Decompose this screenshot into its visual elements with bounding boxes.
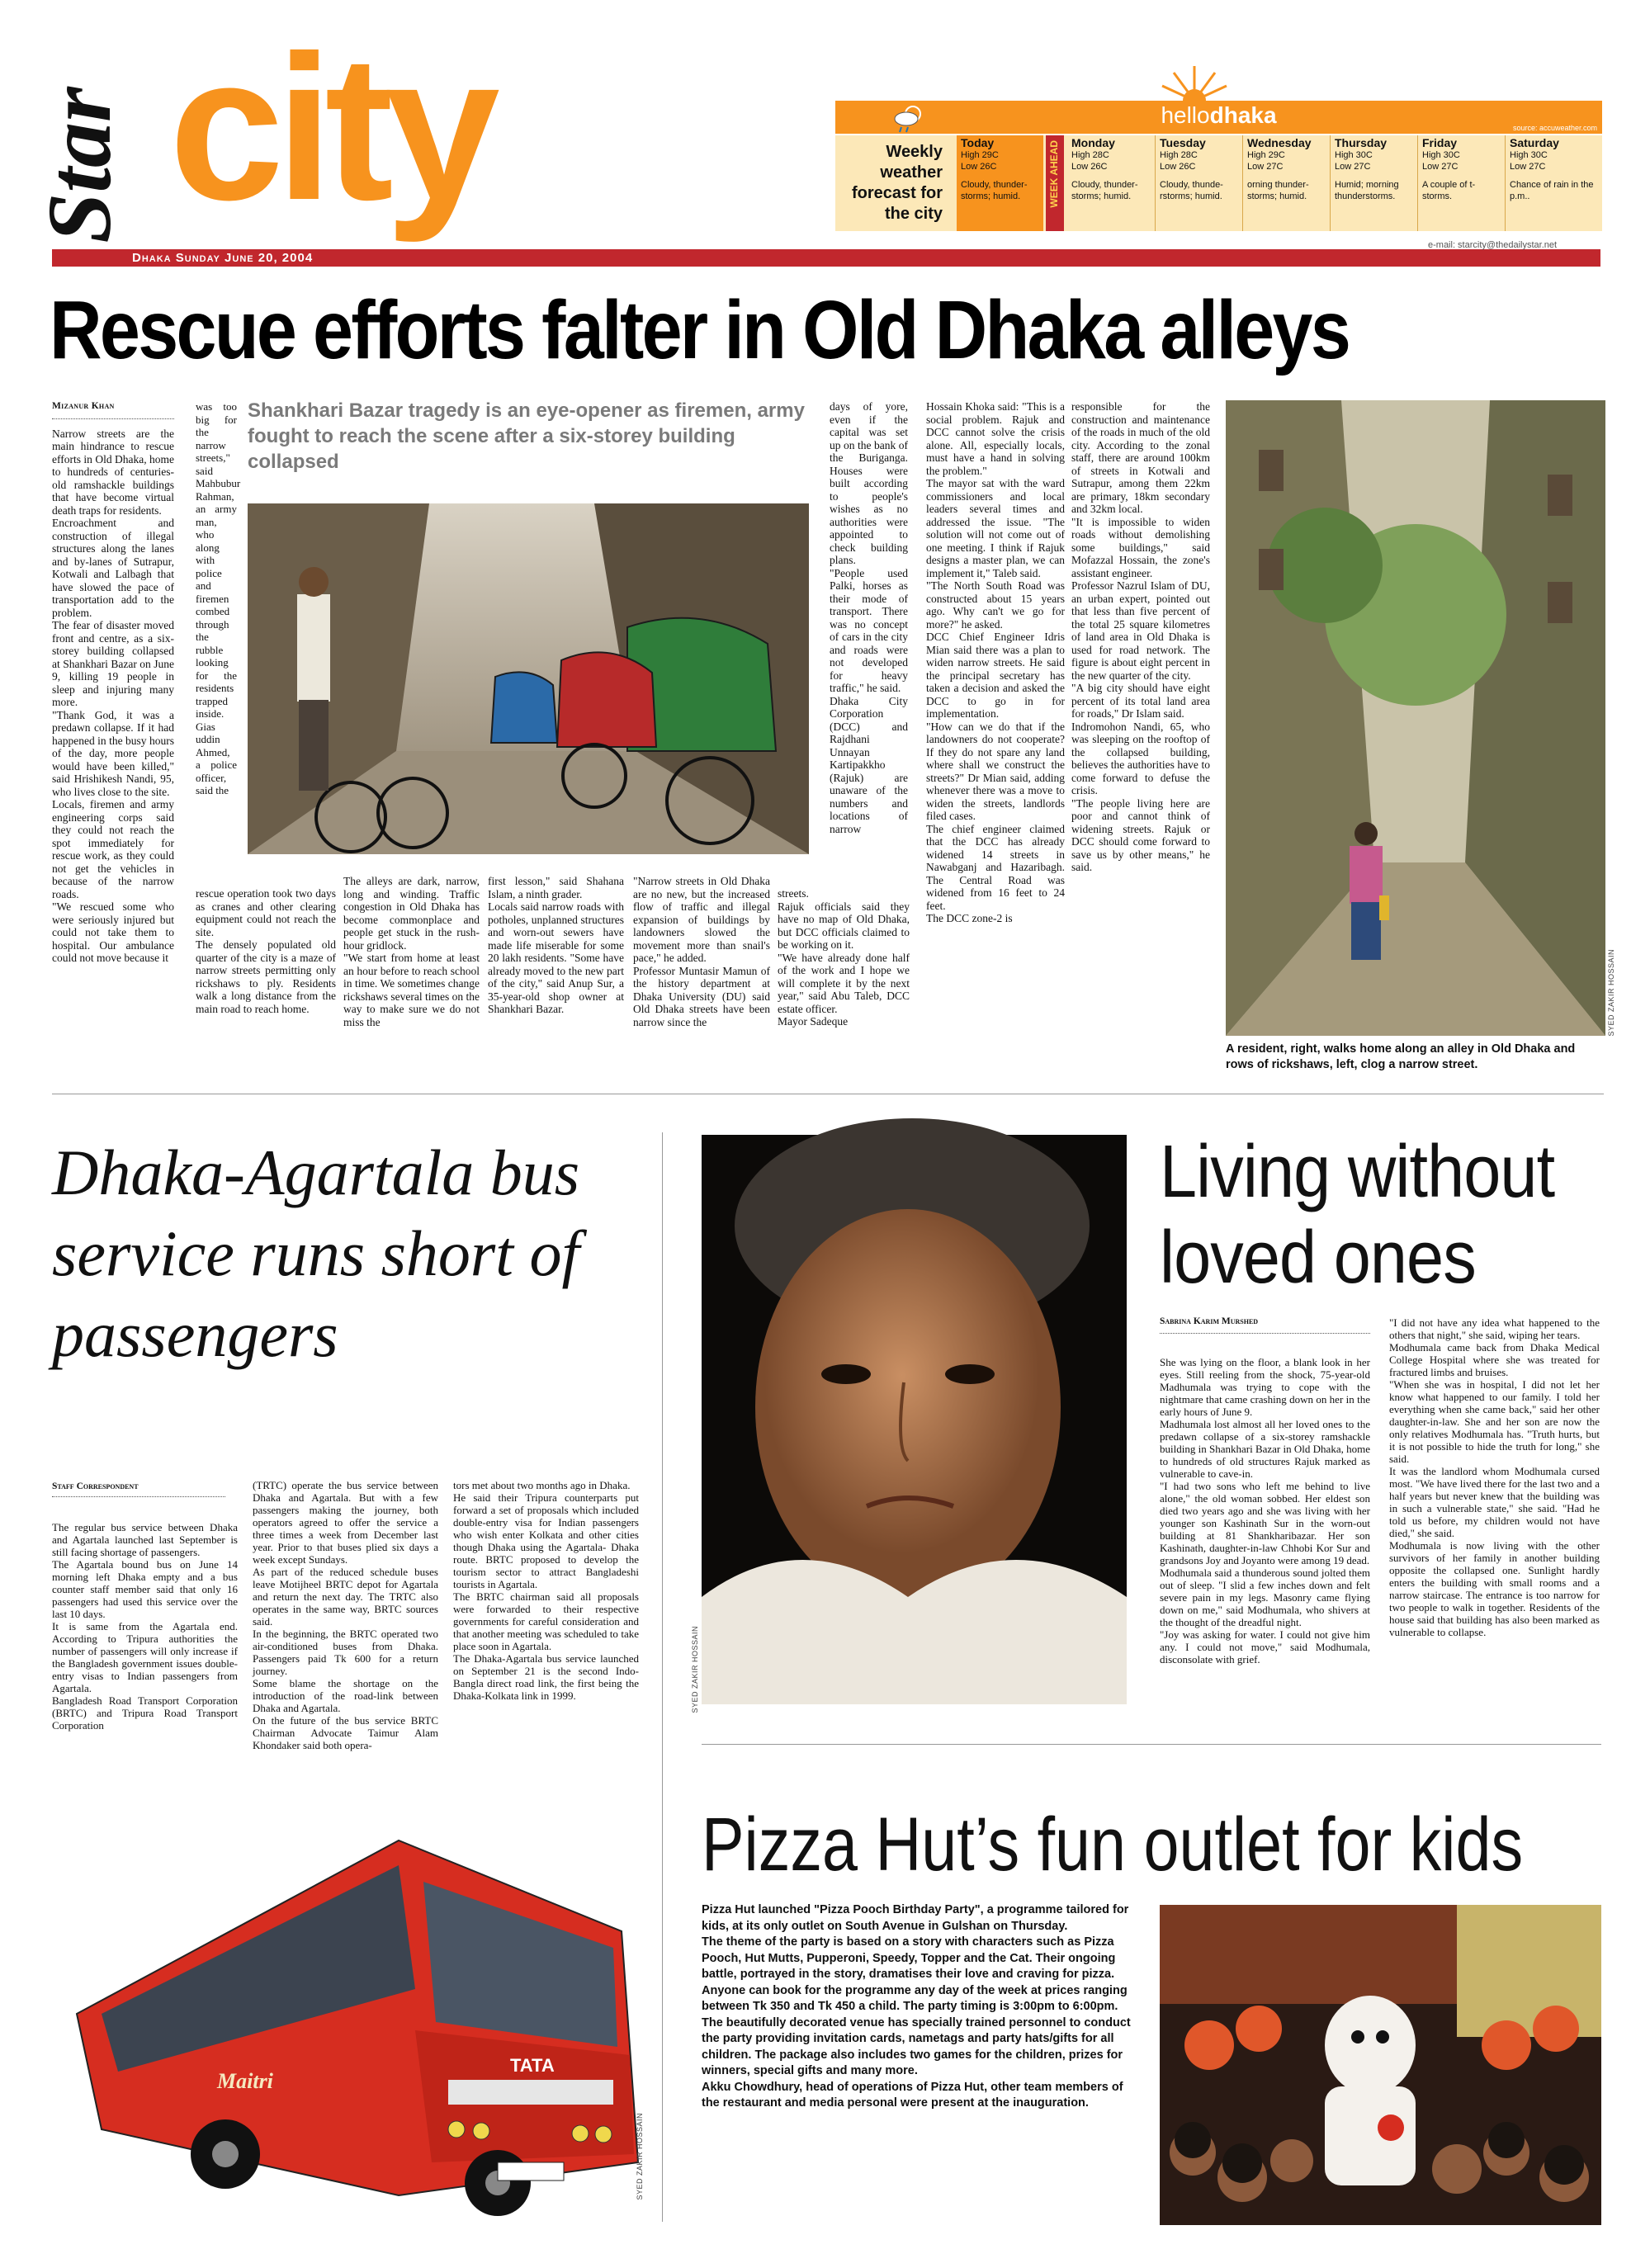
weather-day-monday xyxy=(1067,135,1155,231)
star-logo xyxy=(29,58,172,272)
story3-col1 xyxy=(1160,1356,1370,1707)
story1-col6b-text: streets. Rajuk officials said they have no map of Old Dhaka, but DCC officials claimed to be working on it. "We have already done half of the work and I hope we will complete it by the next year," said Abu Taleb, DCC estate officer. Mayor Sadeque xyxy=(778,887,910,1028)
brand-light: hello xyxy=(1161,102,1210,128)
day-desc: orning thunder-storms; humid. xyxy=(1247,180,1309,201)
story1-col5 xyxy=(633,875,770,1061)
story1-col7 xyxy=(926,400,1065,1065)
bus-name-text: Maitri xyxy=(217,2069,273,2093)
day-high: High 30C xyxy=(1335,150,1373,160)
day-name: Friday xyxy=(1422,136,1458,149)
story1-col5-text: "Narrow streets in Old Dhaka are no new, but the increased flow of traffic and illegal expansion of buildings by landowners slowed the movement more than snail's pace," he added. Professor Muntasir Mamun of the history department at Dhaka University (DU) said Old Dhaka streets have been narrow since the xyxy=(633,875,770,1028)
story2-byline: Staff Correspondent xyxy=(52,1481,225,1497)
city-logo: city xyxy=(169,12,492,243)
story1-col2b xyxy=(196,887,336,1061)
day-high: High 28C xyxy=(1071,150,1109,160)
story3-byline: Sabrina Karim Murshed xyxy=(1160,1316,1370,1334)
story1-col2 xyxy=(196,400,241,883)
story2-col1-text: The regular bus service between Dhaka and Agartala launched last September is still facing shortage of passengers. The Agartala bound bus on June 14 morning left Dhaka empty and a bus counter staff member said that only 16 passengers had used this service over the last 10 days. It is same from the Agartala end. According to Tripura authorities the number of passengers will only increase if the Bangladesh government issues double-entry visas to Indian passengers from Agartala. Bangladesh Road Transport Corporation (BRTC) and Tripura Road Transport Corporation xyxy=(52,1521,238,1732)
rain-cloud-icon xyxy=(891,104,928,134)
pizza-party-photo xyxy=(1160,1905,1601,2225)
day-name: Thursday xyxy=(1335,136,1388,149)
story4-body: Pizza Hut launched "Pizza Pooch Birthday Party", a programme tailored for kids, at its only outlet on South Avenue in Gulshan on Thursday. The theme of the party is based on a story with characters such as Pizza Pooch, Hut Mutts, Pupperoni, Speedy, Topper and the Cat. Their ongoing battle, portrayed in the story, dramatises their love and craving for pizza. Anyone can book for the programme any day of the week at prices ranging between Tk 350 and Tk 450 a child. The party timing is 3:00pm to 6:00pm. The beautifully decorated venue has specially trained personnel to conduct the party providing invitation cards, nametags and party hats/gifts for all children. The package also includes two games for the children, prizes for winners, special gifts and many more. Akku Chowdhury, head of operations of Pizza Hut, other team members of the restaurant and media personal were present at the inauguration. xyxy=(702,1903,1131,2110)
story3-col2 xyxy=(1389,1316,1600,1707)
weather-title: Weekly weather forecast for the city xyxy=(851,143,943,223)
dateline: Dhaka Sunday June 20, 2004 xyxy=(132,251,314,265)
madhumala-portrait-photo xyxy=(702,1135,1127,1704)
day-low: Low 26C xyxy=(1160,162,1196,172)
story2-col2-text: (TRTC) operate the bus service between Dhaka and Agartala. But with a few passengers making the journey, both operators agreed to offer the service a three times a week from December last year. Prior to that buses plied six days a week except Sundays. As part of the reduced schedule buses leave Motijheel BRTC depot for Agartala and return the next day. The TRTC also operates in the same way, BRTC sources said. In the beginning, the BRTC operated two air-conditioned buses from Dhaka. Passengers paid Tk 600 for a return journey. Some blame the shortage on the introduction of the road-link between Dhaka and Agartala. On the future of the bus service BRTC Chairman Advocate Taimur Alam Khondaker said both opera- xyxy=(253,1479,438,1751)
day-low: Low 26C xyxy=(1071,162,1108,172)
story3-col2-text: "I did not have any idea what happened to the others that night," she said, wiping her tears. Modhumala came back from Dhaka Medical College Hospital where she was treated for fractured limbs and bruises. "When she was in hospital, I did not let her know what happened to our family. I told her everything when she came back," said her other daughter-in-law. She and her son are now the only relatives Modhumala has. "Truth hurts, but it is not possible to hide the truth for long," she said. It was the landlord whom Modhumala cursed most. "We have lived there for the last two and a half years but never knew that the building was in such a vulnerable state," she said. "Had he told us before, my children would not have died," she said. Modhumala is now living with the other survivors of her family in another building opposite the collapsed one. Sunlight hardly enters the building with small rooms and a narrow staircase. The entrance is too narrow for two people to walk in together. Residents of the house said that building has also been marked as vulnerable to collapse. xyxy=(1389,1316,1600,1638)
weather-day-tuesday xyxy=(1155,135,1242,231)
story1-headline: Rescue efforts falter in Old Dhaka alleys xyxy=(50,284,1350,376)
bus-photo xyxy=(52,1807,646,2220)
day-name: Monday xyxy=(1071,136,1115,149)
story1-col7-text: Hossain Khoka said: "This is a social problem. Rajuk and DCC cannot solve the crisis alone. All, especially locals, must have a hand in solving the problem." The mayor sat with the ward commissioners and local leaders several times and addressed the issue. "The solution will not come out of one meeting. I think if Rajuk designs a master plan, we can implement it," Taleb said. "The North South Road was constructed about 15 years ago. Why can't we go for more?" he asked. DCC Chief Engineer Idris Mian said there was a plan to widen narrow streets. He said the principal secretary has taken a decision and asked the DCC to go in for implementation. "How can we do that if the landowners do not cooperate? If they do not spare any land where shall we construct the streets?" Dr Mian said, adding whenever there was a move to widen the streets, landlords filed cases. The chief engineer claimed that the DCC has already widened 14 streets in Nawabganj and Hazaribagh. The Central Road was widened from 16 feet to 24 feet. The DCC zone-2 is xyxy=(926,400,1065,924)
star-logo-text: Star xyxy=(29,87,130,243)
weather-day-wednesday xyxy=(1242,135,1330,231)
story1-col1-text: Narrow streets are the main hindrance to rescue efforts in Old Dhaka, home to hundreds of centuries-old ramshackle buildings that have become virtual death traps for residents. Encroachment and construction of illegal structures along the lanes and by-lanes of Sutrapur, Kotwali and Lalbagh that have slowed the pace of transportation add to the problem. The fear of disaster moved front and centre, as a six-storey building collapsed at Shankhari Bazar on June 9, killing 19 people in sleep and injuring many more. "Thank God, it was a predawn collapse. If it had happened in the busy hours of the day, more people would have been killed," said Hrishikesh Nandi, 95, who lives close to the site. Locals, firemen and army engineering corps said they could not reach the spot immediately for rescue work, as they could not get the vehicles in because of the narrow roads. "We rescued some who were seriously injured but could not take them to hospital. Our ambulance could not move because it xyxy=(52,427,174,964)
weather-box xyxy=(835,101,1602,231)
story4-headline: Pizza Hut’s fun outlet for kids xyxy=(702,1803,1524,1887)
story1-col6-text: days of yore, even if the capital was set up on the bank of the Buriganga. Houses were built according to people's wishes as no authorities were appointed to check building plans. "People used Palki, horses as their mode of transport. There was no concept of cars in the city and roads were not developed for heavy traffic," he said. Dhaka City Corporation (DCC) and Rajdhani Unnayan Kartipakkho (Rajuk) are unaware of the numbers and locations of narrow xyxy=(830,400,908,835)
weather-header xyxy=(835,101,1602,134)
story1-col3 xyxy=(343,875,480,1061)
weather-day-saturday xyxy=(1505,135,1600,231)
column-rule xyxy=(662,1132,663,2222)
story1-col6 xyxy=(830,400,908,887)
day-desc: A couple of t-storms. xyxy=(1422,180,1476,201)
story1-col1 xyxy=(52,400,174,1065)
day-desc: Cloudy, thunder-storms; humid. xyxy=(1071,180,1138,201)
day-name: Today xyxy=(961,136,995,149)
day-high: High 29C xyxy=(961,150,999,160)
story1-col8 xyxy=(1071,400,1210,1065)
story1-photo-credit: SYED ZAKIR HOSSAIN xyxy=(1607,949,1615,1037)
story2-col3 xyxy=(453,1479,639,1789)
story1-caption: A resident, right, walks home along an alley in Old Dhaka and rows of rickshaws, left, clog a narrow street. xyxy=(1226,1042,1576,1071)
day-name: Tuesday xyxy=(1160,136,1206,149)
story2-col2 xyxy=(253,1479,438,1789)
story1-col8-text: responsible for the construction and maintenance of the roads in much of the old city. According to the zonal staff, there are around 100km of streets in Kotwali and Sutrapur, among them 22km are primary, 18km secondary and 32km local. "It is impossible to widen roads without demolishing some buildings," said Mofazzal Hossain, the zone's assistant engineer. Professor Nazrul Islam of DU, an urban expert, pointed out that less than five percent of the total 25 square kilometres of land area in Old Dhaka is used for road network. The figure is about eight percent in the new quarter of the city. "A big city should have eight percent of its total land area for roads," Dr Islam said. Indromohon Nandi, 65, who was sleeping on the rooftop of the collapsed building, believes the authorities have to come forward to defuse the crisis. "The people living here are poor and cannot think of widening streets. Rajuk or DCC should come forward to save us by other means," he said. xyxy=(1071,400,1210,873)
day-low: Low 26C xyxy=(961,162,997,172)
story3-col1-text: She was lying on the floor, a blank look in her eyes. Still reeling from the shock, 75-year-old Madhumala was trying to cope with the nightmare that came crashing down on her in the early hours of June 9. Madhumala lost almost all her loved ones to the predawn collapse of a six-storey ramshackle building in Shankhari Bazar in Old Dhaka, home to hundreds of old structures Rajuk marked as vulnerable to cave-in. "I had two sons who left me behind to live alone," the old woman sobbed. Her eldest son died two years ago and she was living with her younger son Kashinath Sur in the worn-out building at 81 Shankharibazar. Her son Kashinath, daughter-in-law Chhobi Kor Sur and grandsons Joy and Joyanto were among 19 dead. Modhumala said a thunderous sound jolted them out of sleep. "I slid a few inches down and felt severe pain in my legs. Masonry came flying down on me," said Modhumala, who shivers at the thought of the dreadful night. "Joy was asking for water. I could not give him any. I could not move," said Modhumala, disconsolate with grief. xyxy=(1160,1356,1370,1666)
week-ahead-label: WEEK AHEAD xyxy=(1048,140,1060,208)
day-low: Low 27C xyxy=(1510,162,1546,172)
alley-photo xyxy=(1226,400,1605,1036)
day-desc: Cloudy, thunde-rstorms; humid. xyxy=(1160,180,1223,201)
email-line: e-mail: starcity@thedailystar.net xyxy=(1428,240,1558,250)
story1-col6b xyxy=(778,887,910,1061)
story2-col1 xyxy=(52,1521,238,1789)
day-high: High 29C xyxy=(1247,150,1285,160)
story1-col3-text: The alleys are dark, narrow, long and winding. Traffic congestion in Old Dhaka has become commonplace and people get stuck in the rush-hour gridlock. "We start from home at least an hour before to reach school in time. We sometimes change rickshaws several times on the way to make sure we do not miss the xyxy=(343,875,480,1028)
day-high: High 28C xyxy=(1160,150,1198,160)
section-divider-2 xyxy=(702,1744,1601,1745)
day-name: Saturday xyxy=(1510,136,1559,149)
story1-col4-text: first lesson," said Shahana Islam, a ninth grader. Locals said narrow roads with potholes, unplanned structures and worn-out sewers have made life miserable for some 20 lakh residents. "Some have already moved to the new part of the city," said Anup Sur, a 35-year-old shop owner at Shankhari Bazar. xyxy=(488,875,624,1015)
day-name: Wednesday xyxy=(1247,136,1312,149)
story3-headline: Living without loved ones xyxy=(1160,1131,1555,1299)
week-ahead-tab xyxy=(1046,135,1064,231)
story1-col2b-text: rescue operation took two days as cranes and other clearing equipment could not reach the site. The densely populated old quarter of the city is a maze of narrow streets permitting only rickshaws to ply. Residents walk a long distance from the main road to reach home. xyxy=(196,887,336,1015)
bus-brand-text: TATA xyxy=(510,2055,555,2076)
day-low: Low 27C xyxy=(1335,162,1371,172)
story2-photo-credit: SYED ZAKIR HOSSAIN xyxy=(636,2113,644,2200)
brand-bold: dhaka xyxy=(1209,102,1277,128)
rickshaw-street-photo xyxy=(248,503,809,854)
story1-col4 xyxy=(488,875,624,1061)
story1-col2-text: was too big for the narrow streets," said Mahbubur Rahman, an army man, who along with police and firemen combed through the rubble looking for the residents trapped inside. Gias uddin Ahmed, a police officer, said the xyxy=(196,400,241,796)
sun-icon xyxy=(1157,61,1232,102)
day-desc: Cloudy, thunder-storms; humid. xyxy=(961,180,1028,201)
story1-subhead: Shankhari Bazar tragedy is an eye-opener as firemen, army fought to reach the scene after a six-storey building collapsed xyxy=(248,399,805,473)
day-desc: Humid; morning thunderstorms. xyxy=(1335,180,1399,201)
weather-day-today xyxy=(957,135,1043,231)
story2-headline: Dhaka-Agartala bus service runs short of passengers xyxy=(52,1136,580,1370)
weather-day-thursday xyxy=(1330,135,1417,231)
day-low: Low 27C xyxy=(1422,162,1459,172)
day-desc: Chance of rain in the p.m.. xyxy=(1510,180,1594,201)
story2-col3-text: tors met about two months ago in Dhaka. He said their Tripura counterparts put forward a set of proposals which included double-entry visa for Indian passengers who wish enter Kolkata and other cities though Dhaka using the Agartala- Dhaka route. BRTC proposed to develop the tourism sector to attract Bangladeshi tourists in Agartala. The BRTC chairman said all proposals were forwarded to their respective governments for careful consideration and that another meeting was scheduled to take place soon in Agartala. The Dhaka-Agartala bus service launched on September 21 is the second Indo-Bangla direct road link, the first being the Dhaka-Kolkata link in 1999. xyxy=(453,1479,639,1702)
day-low: Low 27C xyxy=(1247,162,1284,172)
hellodhaka-brand xyxy=(835,102,1602,129)
day-high: High 30C xyxy=(1422,150,1460,160)
day-high: High 30C xyxy=(1510,150,1548,160)
story1-byline: Mizanur Khan xyxy=(52,400,174,419)
weather-source: source: accuweather.com xyxy=(1512,124,1597,132)
story3-photo-credit: SYED ZAKIR HOSSAIN xyxy=(691,1626,699,1713)
weather-day-friday xyxy=(1417,135,1505,231)
